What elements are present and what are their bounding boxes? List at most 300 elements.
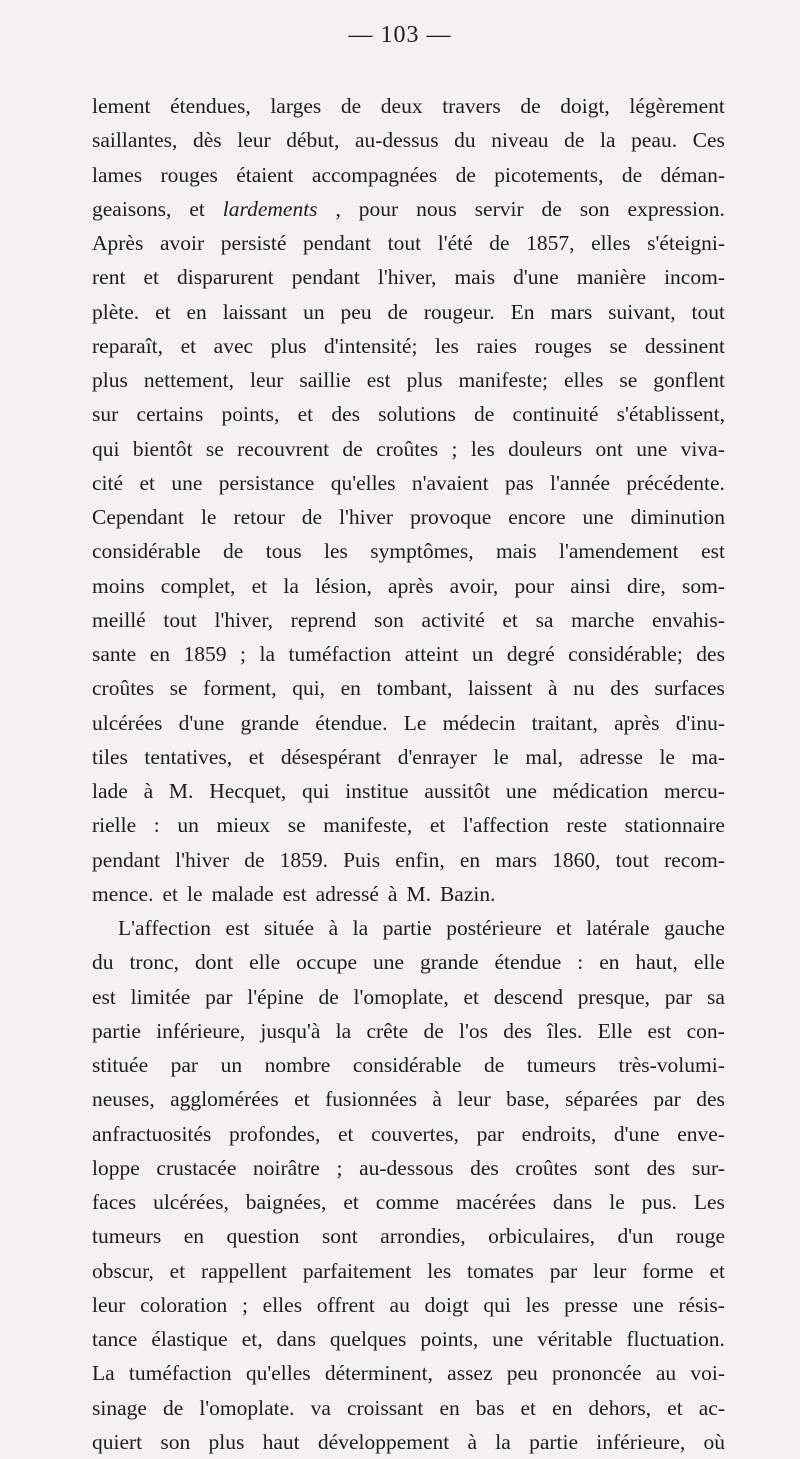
word: s'établissent, [616,402,725,427]
text-line [92,1048,725,1082]
word: inférieure, [156,1018,246,1043]
word: de [223,539,244,564]
word: n'avaient [411,470,489,495]
word: quelques [329,1327,407,1351]
word: ac- [698,1395,725,1420]
text-line [92,363,725,397]
word: à [432,1087,442,1112]
text-line [92,1014,725,1048]
word: institue [345,779,409,803]
word: et [556,916,572,940]
text-line [92,397,725,431]
word: atteint [404,642,459,666]
word: enve- [677,1121,725,1146]
text-line [92,706,725,740]
word: de [318,984,339,1009]
word: qui [483,1292,511,1317]
word: elles [591,231,631,255]
text-line [92,1151,725,1185]
word: les [323,539,348,564]
word: adresse [579,744,643,769]
word: plète. [92,299,140,324]
word: qui, [292,676,326,701]
word: l'hiver [339,505,394,529]
word: mal, [525,744,564,769]
word: rappellent [201,1258,287,1283]
word: reparaît, [92,333,164,358]
word: sa [706,984,725,1009]
word: ulcérées [92,710,163,735]
text-line [92,808,725,842]
word: un [177,813,199,838]
word: plus [92,368,128,392]
word: 1859 [183,642,227,666]
word: la [495,1429,511,1454]
word: La [92,1361,115,1386]
word: qui [92,436,120,461]
word: retour [233,505,285,529]
word: arrondies, [380,1224,466,1249]
word: des [470,1155,499,1180]
word: marche [571,607,635,632]
text-line [92,295,725,329]
text-line [92,911,725,945]
word: et [520,1395,537,1420]
word: saillantes, [92,128,178,153]
word: avoir, [449,573,499,598]
word: dès [192,128,222,153]
word: stationnaire [624,813,725,838]
word: doigt, [560,94,610,118]
word: persisté [220,231,287,255]
word: anfractuosités [92,1121,212,1146]
word: presque, [577,984,651,1009]
word: de [340,94,362,118]
word: et [297,402,314,427]
word: symptômes, [370,539,474,564]
word: manifeste, [323,813,413,838]
word: pendant [303,231,372,255]
word: et [155,299,171,324]
word: moins [92,573,145,598]
word: l'affection [462,813,549,838]
text-line [92,1356,725,1390]
word: tumeurs [526,1053,597,1077]
word: le [200,505,217,529]
word: nombre [264,1053,331,1077]
word: traitant, [531,710,598,735]
word: à [143,779,154,803]
word: ainsi [570,573,611,598]
word: elles [563,368,604,392]
word: et [338,1121,354,1146]
word: Cependant [92,505,184,529]
word: en [459,847,481,872]
word: pour [358,196,399,221]
word: expression. [627,196,725,221]
word: Le [403,710,427,735]
word: ; [451,436,458,461]
word: son [373,607,404,632]
page-number: — 103 — [348,22,452,48]
word: mieux [216,813,271,838]
text-line [92,226,725,260]
word: une [373,950,405,975]
word: lardements [222,196,318,221]
word: M. [168,779,194,803]
word: deux [380,94,423,118]
word: meillé [92,607,146,632]
text-line [92,1322,725,1356]
word: une [492,1327,524,1351]
word: l'hiver [175,847,230,872]
word: base, [506,1087,550,1112]
word: en [186,299,207,324]
word: malade [211,881,274,906]
word: manière [576,265,647,290]
word: lade [92,779,128,803]
word: située [263,916,315,940]
word: une [582,505,614,529]
word: : [153,813,160,838]
word: manifeste; [458,368,548,392]
word: ulcérées, [153,1190,229,1214]
word: couvertes, [371,1121,459,1146]
word: leur [92,1292,126,1317]
word: peau. [631,128,678,153]
word: recouvrent [237,436,330,461]
word: l'os [459,1018,488,1043]
word: Elle [597,1018,633,1043]
word: nettement, [143,368,234,392]
word: M. [406,881,431,906]
word: points, [420,1327,479,1351]
word: certains [136,402,204,427]
word: par [664,984,693,1009]
word: élastique [151,1327,228,1351]
text-line [92,603,725,637]
word: niveau [491,128,549,153]
word: picotements, [494,162,604,187]
word: médecin [442,710,516,735]
word: des [331,402,360,427]
word: leur [457,1087,491,1112]
word: de [473,402,495,427]
word: tronc, [129,950,180,975]
word: persistance [218,470,315,495]
word: tout [615,847,650,872]
word: offrent [316,1292,375,1317]
word: saillie [299,368,351,392]
word: reprend [290,607,357,632]
word: lement [92,94,151,118]
word: est [366,368,391,392]
word: et [463,984,480,1009]
word: d'une [178,710,225,735]
word: considérable; [568,642,683,666]
word: envahis- [652,607,725,632]
word: de [621,162,643,187]
word: tumeurs [92,1224,162,1249]
word: de [455,162,476,187]
word: profondes, [229,1121,321,1146]
word: s'éteigni- [647,231,725,255]
word: tomates [467,1258,534,1283]
word: doigt [424,1292,469,1317]
word: latérale [586,916,650,940]
word: suivant, [608,299,676,324]
word: forment, [203,676,277,701]
word: est [225,916,250,940]
word: de [484,1053,505,1077]
word: par [549,1258,578,1283]
word: , [335,196,341,221]
word: 1860, [552,847,601,872]
word: nous [416,196,457,221]
word: l'été [437,231,473,255]
word: de [387,299,408,324]
word: 1859. [279,847,328,872]
word: sante [92,642,137,666]
word: geaisons, [92,196,172,221]
word: sinage [92,1395,147,1420]
word: Hecquet, [209,779,287,803]
word: grande [420,950,479,975]
word: en [340,676,361,701]
word: elles [262,1292,303,1317]
word: avoir [159,231,205,255]
word: aussitôt [424,779,491,803]
word: sur- [691,1155,725,1180]
word: et [139,470,155,495]
word: rent [92,265,126,290]
word: et [169,1258,186,1283]
text-line [92,843,725,877]
word: de [301,505,323,529]
word: se [287,813,306,838]
word: diminution [630,505,725,529]
word: séparées [565,1087,638,1112]
word: à [548,676,558,701]
word: étaient [236,162,294,187]
word: tout [691,299,725,324]
word: stituée [92,1053,149,1077]
word: l'omoplate. [199,1395,295,1420]
word: obscur, [92,1258,154,1283]
word: continuité [512,402,599,427]
word: activité [421,607,485,632]
word: du [454,128,476,153]
word: légèrement [629,94,725,118]
word: et [180,333,197,358]
word: rougeur. [423,299,495,324]
word: crête [366,1018,409,1043]
word: en [149,642,170,666]
word: et [251,573,268,598]
word: et [429,813,446,838]
word: complet, [160,573,236,598]
text-line [92,192,725,226]
word: ; [336,1155,343,1180]
word: plus [270,333,307,358]
word: et [162,881,179,906]
text-line [92,1082,725,1116]
word: d'une [513,265,559,290]
word: se [609,333,628,358]
word: occupe [296,950,358,975]
word: par [205,984,233,1009]
word: fluctuation. [626,1327,725,1351]
text-line [92,432,725,466]
word: est [647,1018,672,1043]
word: L'affection [118,916,212,940]
word: étendue. [315,710,388,735]
word: tous [265,539,302,564]
word: sa [535,607,554,632]
word: au-dessus [354,128,439,153]
word: son [160,1429,191,1454]
word: Ces [692,128,725,153]
word: sont [594,1155,630,1180]
text-line [92,500,725,534]
word: rouges [534,333,592,358]
text-line [92,1185,725,1219]
word: ; [239,642,246,666]
word: partie [529,1429,579,1454]
text-line [92,158,725,192]
word: 1857, [526,231,575,255]
word: gonflent [653,368,725,392]
word: de [489,231,510,255]
word: résis- [678,1292,725,1317]
word: nu [573,676,595,701]
word: provoque [410,505,492,529]
word: Bazin. [439,881,496,906]
word: crustacée [156,1155,237,1180]
word: qu'elles [330,470,396,495]
word: et [502,607,518,632]
word: en [183,1224,205,1249]
word: dessinent [644,333,725,358]
word: : [577,950,584,975]
word: une [632,1292,664,1317]
text-line [92,1425,725,1459]
word: au-dessous [359,1155,454,1180]
word: une [505,779,537,803]
word: elle [249,950,281,975]
word: déman- [660,162,725,187]
word: se [169,676,188,701]
word: d'intensité; [323,333,418,358]
word: de [541,196,562,221]
word: postérieure [446,916,542,940]
word: coloration [140,1292,228,1317]
word: pus. [641,1190,677,1214]
word: est [701,539,725,564]
word: les [525,1292,550,1317]
word: se [205,436,224,461]
word: lésion, [315,573,372,598]
word: surfaces [654,676,725,701]
text-line [92,1219,725,1253]
word: mais [495,539,537,564]
word: incom- [664,265,725,290]
word: à [467,1429,478,1454]
word: elle [693,950,725,975]
word: un [303,299,325,324]
word: endroits, [521,1121,597,1146]
word: par [653,1087,681,1112]
word: tombant, [376,676,453,701]
word: assez [447,1361,493,1386]
word: tout [387,231,422,255]
word: Les [693,1190,725,1214]
word: étendues, [170,94,251,118]
word: d'inu- [675,710,725,735]
word: et [294,1087,310,1112]
text-line [92,774,725,808]
word: dans [276,1327,316,1351]
text-line [92,637,725,671]
word: étendue [494,950,562,975]
word: où [703,1429,725,1454]
word: partie [382,916,432,940]
word: et [143,265,159,290]
body-text [92,89,725,1459]
word: l'année [550,470,611,495]
word: disparurent [177,265,274,290]
word: la [352,916,369,940]
word: tiles [92,744,128,769]
word: mars [550,299,593,324]
word: pendant [92,847,161,872]
word: mercu- [663,779,725,803]
word: reste [566,813,608,838]
word: désespérant [280,744,382,769]
word: mence. [92,881,154,906]
word: une [636,436,668,461]
word: macérées [455,1190,536,1214]
word: la [335,1018,352,1043]
word: l'épine [247,984,304,1009]
word: de [564,128,585,153]
word: de [520,94,541,118]
text-line [92,89,725,123]
word: qui [302,779,330,803]
word: cité [92,470,124,495]
word: ma- [691,744,725,769]
word: la [600,128,616,153]
word: rouge [676,1224,725,1249]
word: le [659,744,675,769]
word: haut [262,1429,300,1454]
word: qu'elles [245,1361,311,1386]
word: accompagnées [311,162,438,187]
word: dans [552,1190,593,1214]
word: croissant [346,1395,424,1420]
word: la [259,642,275,666]
word: solutions [378,402,456,427]
word: l'omoplate, [353,984,449,1009]
word: est [282,881,307,906]
word: le [187,881,203,906]
word: comme [375,1190,440,1214]
word: viva- [680,436,725,461]
word: du [92,950,114,975]
word: Puis [343,847,381,872]
word: som- [681,573,725,598]
text-line [92,1391,725,1425]
